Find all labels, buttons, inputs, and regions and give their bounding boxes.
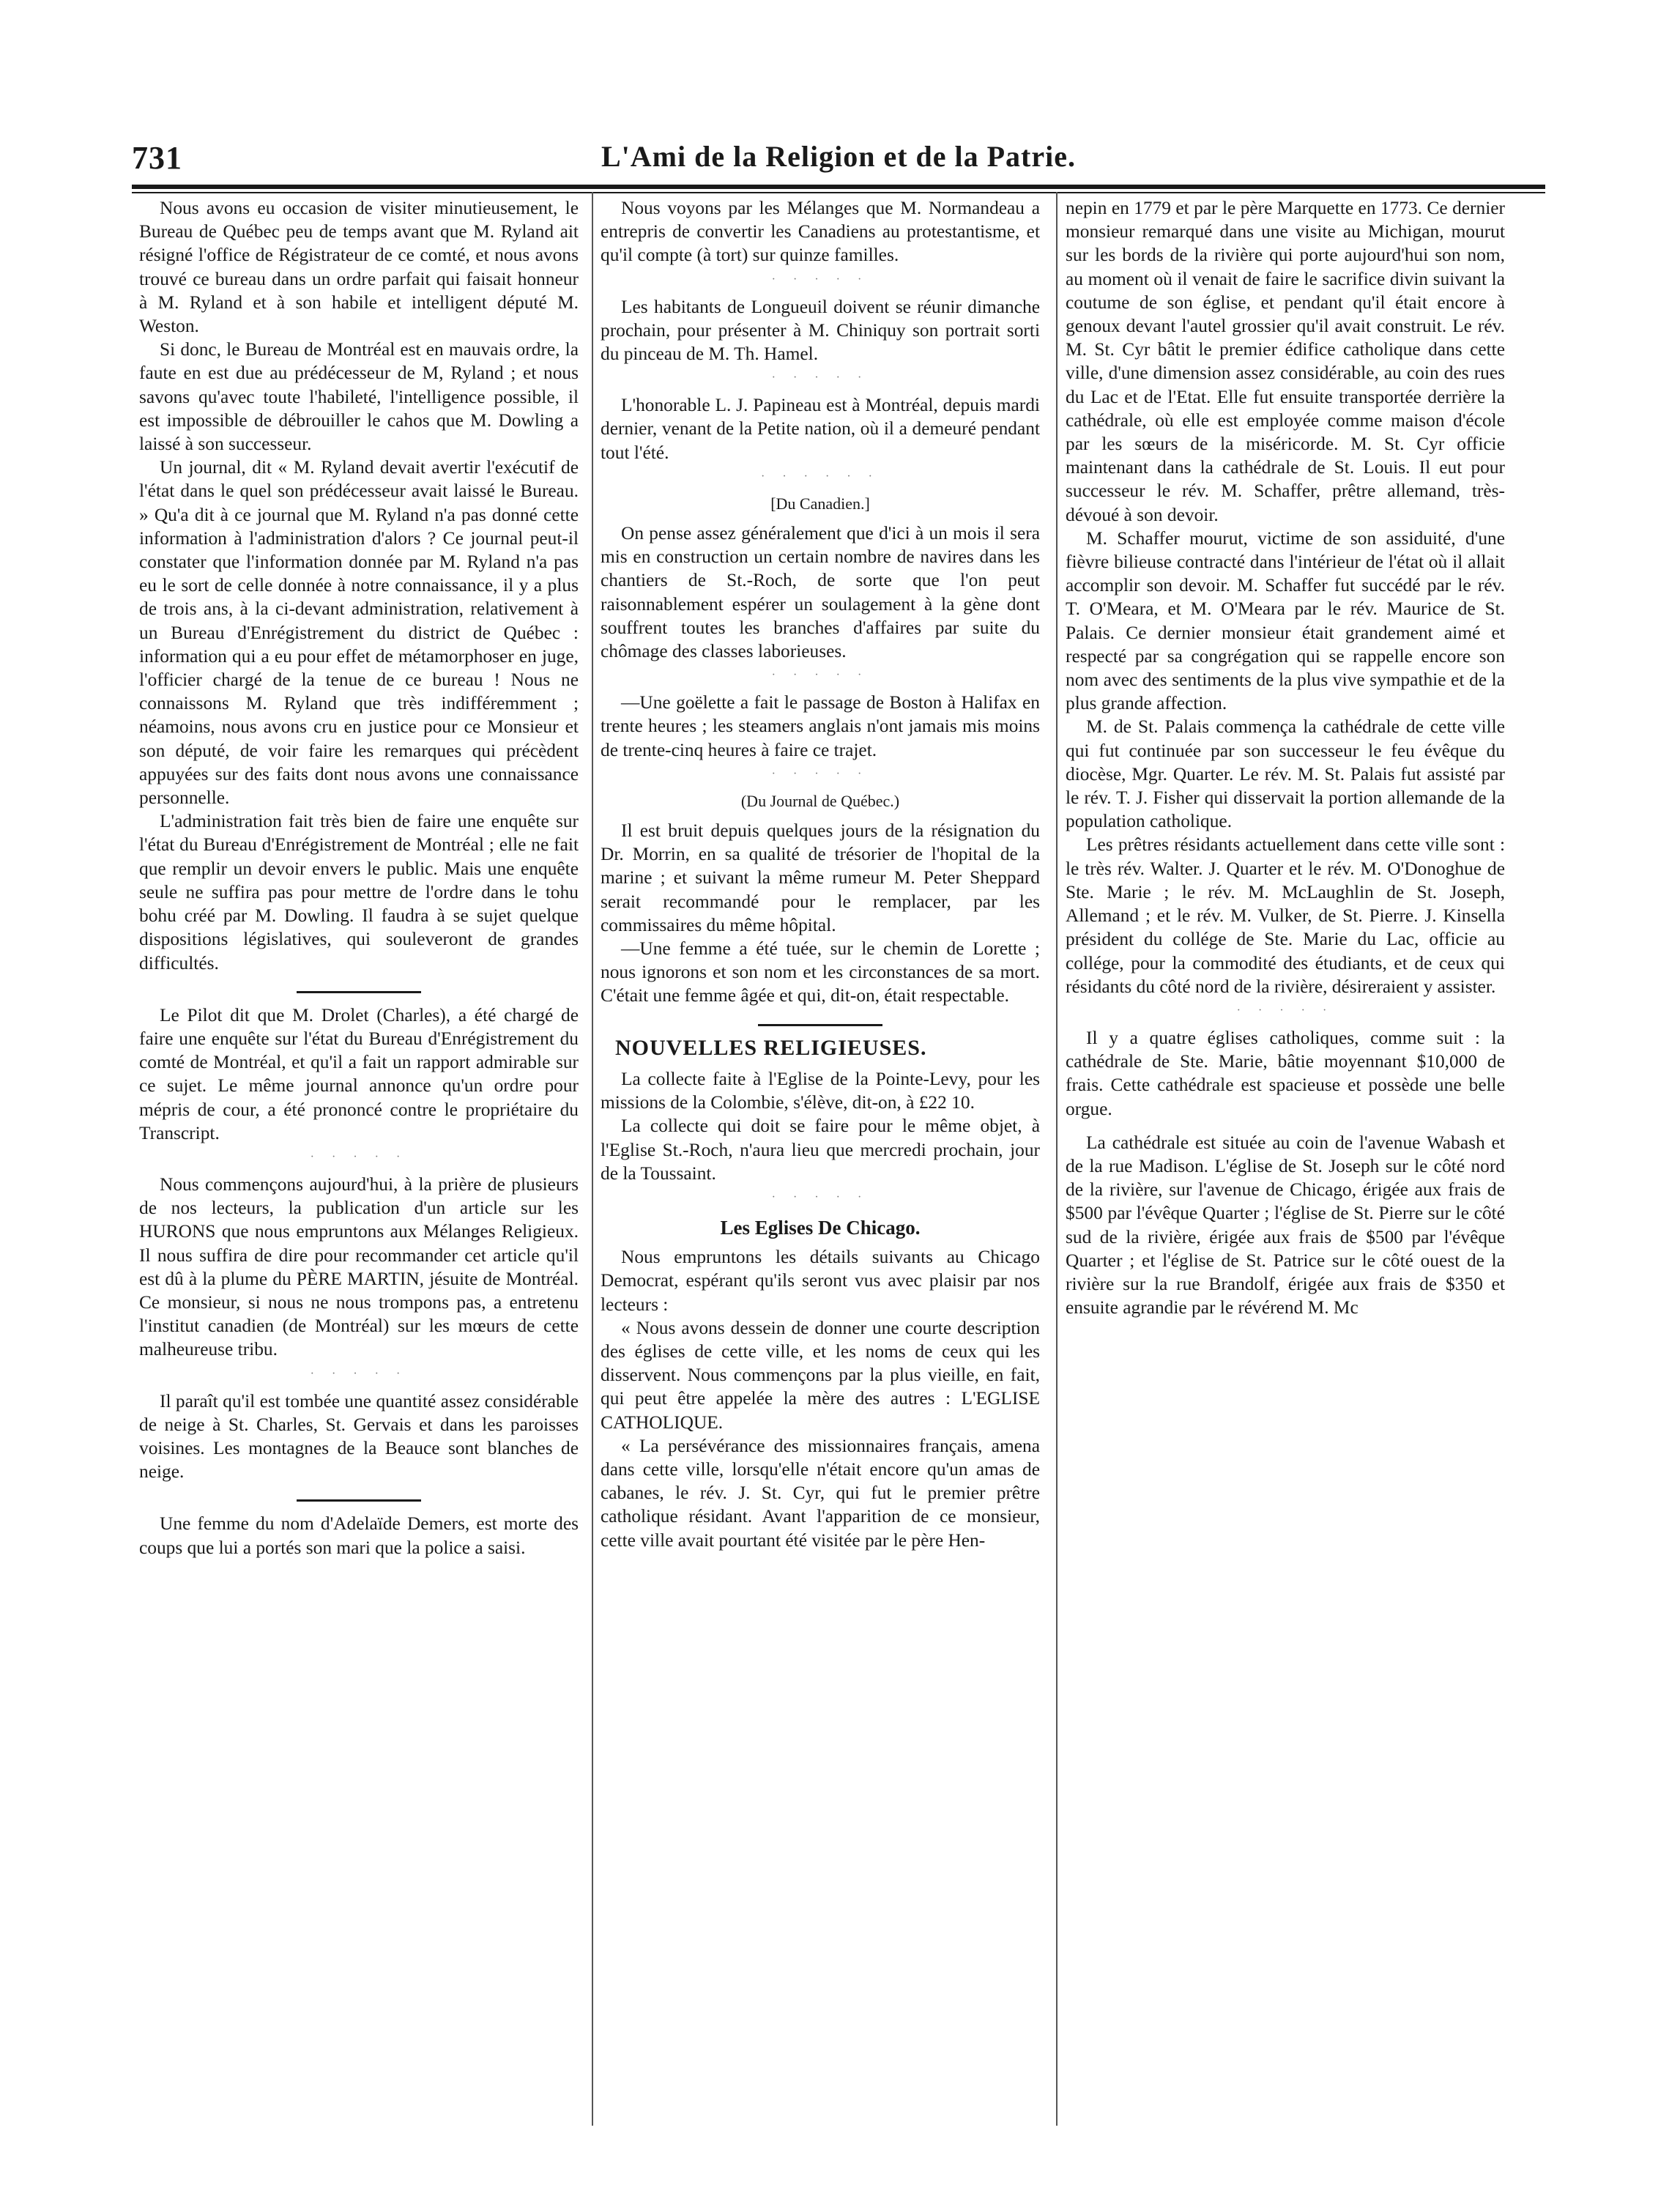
column-middle (601, 196, 1040, 2130)
paragraph: « La persévérance des missionnaires français, amena dans cette ville, lorsqu'elle n'était encore qu'un amas de cabanes, le rév. J. St. Cyr, qui fut le premier prêtre catholique résidant. Avant l'apparition de ce monsieur, cette ville avait pourtant été visitée par le père Hen- (601, 1435, 1040, 1551)
dotted-separator: · · · · · (310, 1150, 408, 1163)
header-rule (132, 185, 1545, 189)
masthead (132, 139, 1545, 183)
paragraph: Le Pilot dit que M. Drolet (Charles), a été chargé de faire une enquête sur l'état du Bureau d'Enrégistrement du comté de Montréal, et qu'il a fait un rapport admirable sur ce sujet. Le même journal annonce qu'un ordre pour mépris de cour, a été prononcé contre le propriétaire du Transcript. (139, 1004, 579, 1143)
paragraph: L'administration fait très bien de faire une enquête sur l'état du Bureau d'Enrégistrement de Montréal ; elle ne fait que remplir un devoir envers le public. Mais une enquête seule ne suffira pas pour mettre de l'ordre dans le tohu bohu créé par M. Dowling. Il faudra à se sujet quelque dispositions législatives, qui souleveront de grandes difficultés. (139, 811, 579, 973)
dotted-separator: · · · · · · (761, 470, 880, 483)
paragraph: Il paraît qu'il est tombée une quantité assez considérable de neige à St. Charles, St. Gervais et dans les paroisses voisines. Les montagnes de la Beauce sont blanches de neige. (139, 1390, 579, 1483)
dotted-separator: · · · · · (771, 767, 869, 780)
paragraph: Si donc, le Bureau de Montréal est en mauvais ordre, la faute en est due au prédécesseur de M, Ryland ; et nous savons qu'avec toute l'habileté, l'intelligence possible, il est impossible de débrouiller le cahos que M. Dowling a laissé à son successeur. (139, 339, 579, 455)
dotted-separator: · · · · · (771, 669, 869, 682)
separator-rule (297, 991, 421, 993)
paragraph: M. de St. Palais commença la cathédrale de cette ville qui fut continuée par son successeur le feu évêque du diocèse, Mgr. Quarter. Le rév. M. St. Palais fut assisté par le rév. T. J. Fisher qui disservait la portion allemande de la population catholique. (1066, 716, 1505, 832)
dotted-separator: · · · · · (1236, 1004, 1334, 1017)
paragraph: —Une goëlette a fait le passage de Boston à Halifax en trente heures ; les steamers anglais n'ont jamais mis moins de trente-cinq heures à faire ce trajet. (601, 692, 1040, 760)
column-left (139, 196, 579, 2130)
paragraph: L'honorable L. J. Papineau est à Montréal, depuis mardi dernier, venant de la Petite nation, où il a demeuré pendant tout l'été. (601, 395, 1040, 463)
paragraph: Les habitants de Longueuil doivent se réunir dimanche prochain, pour présenter à M. Chiniquy son portrait sorti du pinceau de M. Th. Hamel. (601, 296, 1040, 365)
paragraph: Les prêtres résidants actuellement dans cette ville sont : le très rév. Walter. J. Quarter et le rév. M. O'Donoghue de Ste. Marie ; le rév. M. McLaughlin de St. Joseph, Allemand ; et le rév. M. Vulker, de St. Pierre. J. Kinsella président du collége de Ste. Marie du Lac, officie au collége, pour la commodité des étudiants, et de ceux qui résidants du côté nord de la rivière, désireraient y assister. (1066, 834, 1505, 997)
paragraph: M. Schaffer mourut, victime de son assiduité, d'une fièvre bilieuse contracté dans l'intérieur de l'état où il allait accomplir son devoir. M. Schaffer fut succédé par le rév. T. O'Meara, et M. O'Meara par le rév. Maurice de St. Palais. Ce dernier monsieur était grandement aimé et respecté par sa congrégation qui se rappelle encore son nom avec des sentiments de la plus vive sympathie et de la plus grande affection. (1066, 527, 1505, 714)
separator-rule (297, 1499, 421, 1502)
paragraph: La collecte faite à l'Eglise de la Pointe-Levy, pour les missions de la Colombie, s'élève, dit-on, à £22 10. (601, 1068, 1040, 1113)
spacer (1066, 1121, 1505, 1131)
column-divider (1056, 192, 1058, 2126)
article-heading: Les Eglises De Chicago. (720, 1216, 921, 1239)
paragraph: Il y a quatre églises catholiques, comme suit : la cathédrale de Ste. Marie, bâtie moyennant $10,000 de frais. Cette cathédrale est spacieuse et possède une belle orgue. (1066, 1027, 1505, 1119)
paragraph: —Une femme a été tuée, sur le chemin de Lorette ; nous ignorons et son nom et les circonstances de sa mort. C'était une femme âgée et qui, dit-on, était respectable. (601, 938, 1040, 1006)
paragraph: nepin en 1779 et par le père Marquette en 1773. Ce dernier monsieur remarqué dans une visite au Michigan, mourut sur les bords de la rivière qui porte aujourd'hui son nom, au moment où il venait de faire le sacrifice divin suivant la coutume de son église, et pendant qu'il était encore à genoux devant l'autel grossier qu'il avait construit. Le rév. M. St. Cyr bâtit le premier édifice catholique dans cette ville, d'une dimension assez considérable, au coin des rues du Lac et de l'Etat. Elle fut ensuite transportée derrière la cathédrale, où elle est employée comme maison d'école par les sœurs de la miséricorde. M. St. Cyr officie maintenant dans la cathédrale de St. Louis. Il eut pour successeur le rév. M. Schaffer, prêtre allemand, très-dévoué à son devoir. (1066, 198, 1505, 525)
journal-title: L'Ami de la Religion et de la Patrie. (601, 140, 1076, 173)
paragraph: Nous commençons aujourd'hui, à la prière de plusieurs de nos lecteurs, la publication d'un article sur les HURONS que nous empruntons aux Mélanges Religieux. Il nous suffira de dire pour recommander cet article qu'il est dû à la plume du PÈRE MARTIN, jésuite de Montréal. Ce monsieur, si nous ne nous trompons pas, a entretenu l'institut canadien (de Montréal) sur les mœurs de cette malheureuse tribu. (139, 1173, 579, 1360)
paragraph: Un journal, dit « M. Ryland devait avertir l'exécutif de l'état dans le quel son prédécesseur avait laissé le Bureau. » Qu'a dit à ce journal que M. Ryland n'a pas donné cette information à l'administration d'alors ? Ce journal peut-il constater que l'information donnée par M. Ryland n'a pas eu le sort de celle donnée à notre connaissance, il y a plus de trois ans, à la ci-devant administration, relativement à un Bureau d'Enrégistrement du district de Québec : information qui a eu pour effet de métamorphoser en juge, l'officier chargé de la tenue de ce bureau ! Nous ne connaissons M. Ryland que très indifféremment ; néamoins, nous avons cru en justice pour ce Monsieur et son député, de voir faire les remarques qui précèdent appuyées sur des faits dont nous avons une connaissance personnelle. (139, 457, 579, 809)
dotted-separator: · · · · · (310, 1367, 408, 1380)
section-heading: NOUVELLES RELIGIEUSES. (615, 1035, 927, 1060)
page-number: 731 (132, 140, 182, 176)
source-attribution: [Du Canadien.] (770, 494, 870, 513)
column-divider (592, 192, 593, 2126)
header-rule-thin (132, 192, 1545, 193)
dotted-separator: · · · · · (771, 272, 869, 286)
paragraph: Nous voyons par les Mélanges que M. Normandeau a entrepris de convertir les Canadiens au protestantisme, et qu'il compte (à tort) sur quinze familles. (601, 198, 1040, 266)
paragraph: Il est bruit depuis quelques jours de la résignation du Dr. Morrin, en sa qualité de trésorier de l'hopital de la marine ; et suivant la même rumeur M. Peter Sheppard serait recommandé pour le remplacer, par les commissaires du même hôpital. (601, 820, 1040, 935)
paragraph: Nous avons eu occasion de visiter minutieusement, le Bureau de Québec peu de temps avant que M. Ryland ait résigné l'office de Régistrateur de ce comté, et nous avons trouvé ce bureau dans un ordre parfait qui faisait honneur à M. Ryland et à son habile et intelligent député M. Weston. (139, 198, 579, 337)
paragraph: La collecte qui doit se faire pour le même objet, à l'Eglise St.-Roch, n'aura lieu que mercredi prochain, jour de la Toussaint. (601, 1116, 1040, 1184)
dotted-separator: · · · · · (771, 371, 869, 385)
paragraph: La cathédrale est située au coin de l'avenue Wabash et de la rue Madison. L'église de St. Joseph sur le côté nord de la rivière, sur l'avenue de Chicago, érigée aux frais de $500 par l'évêque Quarter ; l'église de St. Pierre sur le côté sud de la rivière, érigée aux frais de $500 par l'évêque Quarter ; et l'église de St. Patrice sur le côté ouest de la rivière sur la rue Brandolf, érigée aux frais de $350 et ensuite agrandie par le révérend M. Mc (1066, 1132, 1505, 1318)
paragraph: On pense assez généralement que d'ici à un mois il sera mis en construction un certain nombre de navires dans les chantiers de St.-Roch, de sorte que l'on peut raisonnablement espérer un soulagement à la gène dont souffrent toutes les branches d'affaires par suite du chômage des classes laborieuses. (601, 523, 1040, 662)
paragraph: Une femme du nom d'Adelaïde Demers, est morte des coups que lui a portés son mari que la police a saisi. (139, 1513, 579, 1558)
source-attribution: (Du Journal de Québec.) (740, 791, 900, 810)
separator-rule (758, 1024, 882, 1026)
paragraph: Nous empruntons les détails suivants au Chicago Democrat, espérant qu'ils seront vus avec plaisir par nos lecteurs : (601, 1247, 1040, 1315)
dotted-separator: · · · · · (771, 1190, 869, 1203)
paragraph: « Nous avons dessein de donner une courte description des églises de cette ville, et les noms de ceux qui les disservent. Nous commençons par la plus vieille, en fait, qui peut être appelée la mère des autres : L'EGLISE CATHOLIQUE. (601, 1317, 1040, 1433)
column-right (1066, 196, 1505, 2130)
